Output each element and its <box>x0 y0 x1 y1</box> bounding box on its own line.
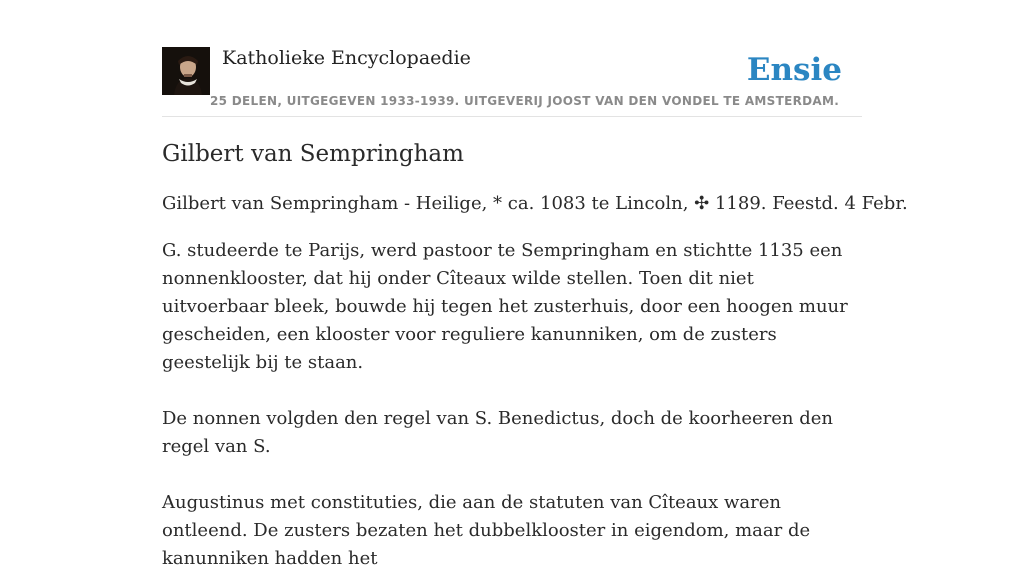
article-lead: Gilbert van Sempringham - Heilige, * ca. 1083 te Lincoln, ✣ 1189. Feestd. 4 Febr. <box>162 193 908 214</box>
article-title: Gilbert van Sempringham <box>162 141 464 167</box>
site-avatar[interactable] <box>162 47 210 95</box>
article-paragraph: De nonnen volgden den regel van S. Benedictus, doch de koorheeren den regel van S. <box>162 408 833 457</box>
site-header <box>162 46 862 117</box>
brand-logo[interactable]: Ensie <box>746 52 842 88</box>
article-paragraph: G. studeerde te Parijs, werd pastoor te Sempringham en stichtte 1135 een nonnenklooster, dat hij onder Cîteaux wilde stellen. Toen dit niet uitvoerbaar bleek, bouwde hij tegen het zusterhuis, door een hoogen muur gescheiden, een klooster voor reguliere kanunniken, om de zusters geestelijk bij te staan. <box>162 240 848 373</box>
portrait-avatar-icon <box>162 47 210 95</box>
article <box>162 138 908 573</box>
article-paragraph: Augustinus met constituties, die aan de statuten van Cîteaux waren ontleend. De zusters bezaten het dubbelklooster in eigendom, maar de kanunniken hadden het <box>162 492 811 569</box>
site-name[interactable]: Katholieke Encyclopaedie <box>222 47 471 69</box>
site-subtitle: 25 DELEN, UITGEGEVEN 1933-1939. UITGEVERIJ JOOST VAN DEN VONDEL TE AMSTERDAM. <box>210 94 840 108</box>
